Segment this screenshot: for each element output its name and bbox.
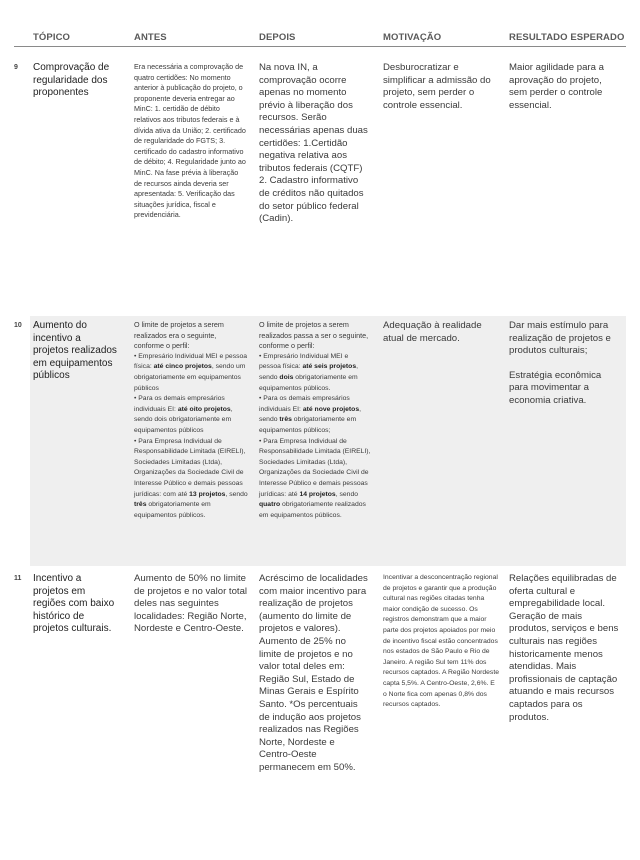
header-topico: TÓPICO: [33, 32, 71, 43]
resultado-item: Dar mais estímulo para realização de projetos e produtos culturais;: [509, 320, 611, 357]
header-divider: [14, 46, 626, 47]
table-row: [0, 316, 640, 566]
row-antes: Aumento de 50% no limite de projetos e no valor total deles nas seguintes localidades: Região Norte, Nordeste e Centro-Oeste.: [134, 573, 248, 635]
table-header: [0, 0, 640, 48]
row-number: 11: [14, 575, 22, 582]
row-motivacao: Adequação à realidade atual de mercado.: [383, 320, 482, 344]
header-depois: DEPOIS: [259, 32, 296, 43]
row-antes: [134, 320, 248, 521]
row-number: 9: [14, 64, 18, 71]
row-depois: [259, 320, 371, 521]
row-topic: Aumento do incentivo a projetos realizados em equipamentos públicos: [33, 320, 117, 381]
row-number: 10: [14, 322, 22, 329]
depois-item: • Para os demais empresários individuais EI: até nove projetos, sendo três obrigatoriamente em equipamentos públicos;: [259, 395, 361, 434]
row-depois: Na nova IN, a comprovação ocorre apenas no momento prévio à liberação dos recursos. Serão necessárias apenas duas certidões: 1.Certidão negativa relativa aos tributos federais (CQTF) 2. Cadastro informativo de créditos não quitados do setor público federal (Cadin).: [259, 62, 368, 225]
depois-intro: O limite de projetos a serem realizados passa a ser o seguinte, conforme o perfil:: [259, 320, 369, 351]
row-resultado: [509, 320, 621, 408]
row-depois: Acréscimo de localidades com maior incentivo para realização de projetos (aumento do limite de projetos e valores). Aumento de 25% no limite de projetos e no valor total deles em: Região Sul, Estado de Minas Gerais e Espírito Santo. *Os percentuais de indução aos projetos realizados nas Regiões Norte, Nordeste e Centro-Oeste permanecem em 50%.: [259, 573, 368, 773]
table-row: [0, 572, 640, 812]
row-topic: Incentivo a projetos em regiões com baixo histórico de projetos culturais.: [33, 573, 115, 634]
row-antes: Era necessária a comprovação de quatro certidões: No momento anterior à publicação do projeto, o proponente deveria entregar ao MinC: 1. certidão de débito relativos aos tributos federais e à dívida ativa da União; 2. certificado de regularidade do FGTS; 3. certificado do cadastro informativo de débito; 4. Regularidade junto ao MinC. Na fase prévia à liberação de recursos ainda deveria ser apresentada: 5. Verificação das situações jurídica, fiscal e previdenciária.: [134, 62, 246, 220]
antes-item: • Para os demais empresários individuais EI: até oito projetos, sendo dois obrigatoriamente em equipamentos públicos: [134, 395, 233, 434]
row-motivacao: Desburocratizar e simplificar a admissão do projeto, sem perder o controle essencial.: [383, 62, 491, 111]
row-topic: Comprovação de regularidade dos proponentes: [33, 62, 110, 98]
depois-item: • Empresário Individual MEI e pessoa física: até seis projetos, sendo dois obrigatoriamente em equipamentos públicos.: [259, 352, 358, 392]
row-resultado: Maior agilidade para a aprovação do projeto, sem perder o controle essencial.: [509, 62, 604, 111]
header-antes: ANTES: [134, 32, 167, 43]
antes-item: • Empresário Individual MEI e pessoa física: até cinco projetos, sendo um obrigatoriamente em equipamentos públicos: [134, 352, 248, 392]
row-motivacao: Incentivar a desconcentração regional de projetos e garantir que a produção cultural nas regiões citadas tenha maior condição de sucesso. Os registros demonstram que a maior parte dos projetos apoiados por meio de incentivo fiscal estão concentrados nos estados de São Paulo e Rio de Janeiro. A região Sul tem 11% dos recursos captados. A Região Nordeste capta 5,5%. A Centro-Oeste, 2,6%. E o Norte fica com apenas 0,8% dos recursos captados.: [383, 574, 499, 709]
antes-intro: O limite de projetos a serem realizados era o seguinte, conforme o perfil:: [134, 320, 224, 351]
resultado-item: Estratégia econômica para movimentar a economia criativa.: [509, 369, 602, 406]
table-row: [0, 60, 640, 308]
row-resultado: Relações equilibradas de oferta cultural e empregabilidade local. Geração de mais produtos, serviços e bens culturais nas regiões historicamente menos atendidas. Mais profissionais de captação atuando e mais recursos captados para os produtos.: [509, 573, 619, 723]
header-motivacao: MOTIVAÇÃO: [383, 32, 442, 43]
header-resultado-esperado: RESULTADO ESPERADO: [509, 32, 625, 43]
depois-item: • Para Empresa Individual de Responsabilidade Limitada (EIRELI), Sociedades Limitadas (Ltda), Organizações da Sociedade Civil de Interesse Público e demais pessoas jurídicas: até 14 projetos, sendo quatro obrigatoriamente realizados em equipamentos públicos.: [259, 437, 371, 519]
antes-item: • Para Empresa Individual de Responsabilidade Limitada (EIRELI), Sociedades Limitadas (Ltda), Organizações da Sociedade Civil de Interesse Público e demais pessoas jurídicas: com até 13 projetos, sendo três obrigatoriamente em equipamentos públicos.: [134, 437, 248, 519]
